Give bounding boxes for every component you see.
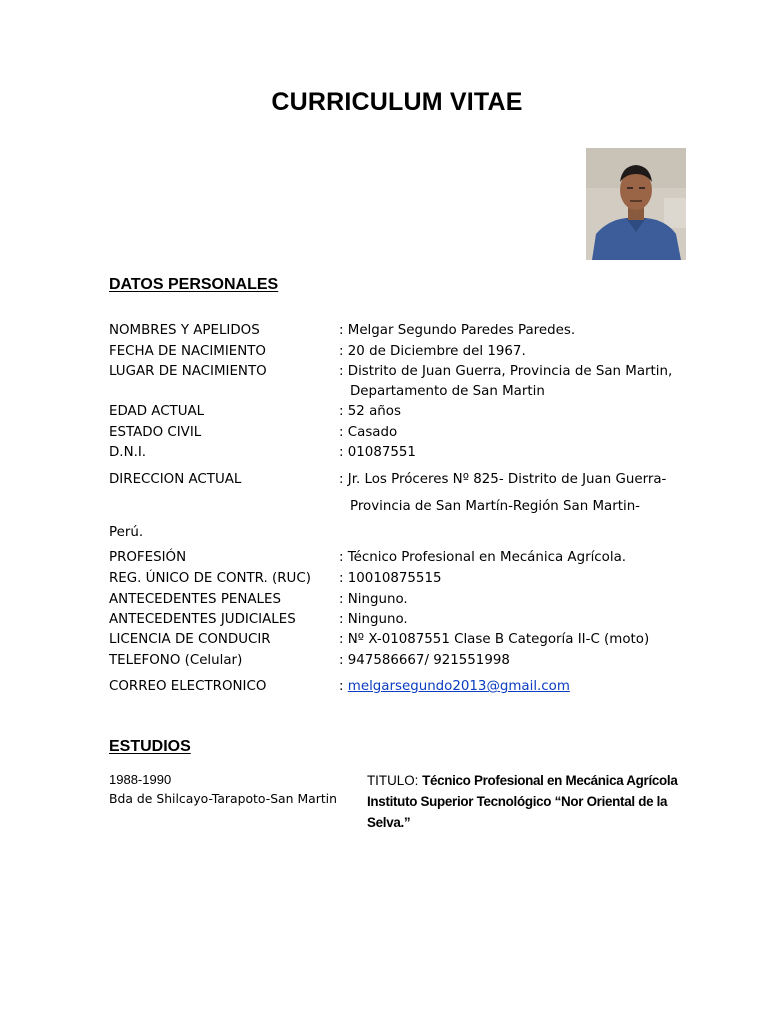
- study-title-value: Técnico Profesional en Mecánica Agrícola: [422, 773, 678, 788]
- field-value: : Ninguno.: [339, 612, 408, 627]
- field-value: : 01087551: [339, 445, 416, 460]
- field-label: LICENCIA DE CONDUCIR: [109, 632, 271, 647]
- field-value: : 52 años: [339, 404, 401, 419]
- study-institution: Instituto Superior Tecnológico “Nor Oriental de la Selva.”: [367, 794, 668, 830]
- field-label: D.N.I.: [109, 445, 147, 460]
- field-label: DIRECCION ACTUAL: [109, 472, 242, 487]
- study-years: 1988-1990: [109, 772, 172, 787]
- field-value: : Ninguno.: [339, 592, 408, 607]
- field-label: ESTADO CIVIL: [109, 425, 202, 440]
- email-prefix: :: [339, 679, 348, 694]
- email-link[interactable]: melgarsegundo2013@gmail.com: [347, 679, 570, 694]
- field-value: : 947586667/ 921551998: [339, 653, 510, 668]
- field-label: ANTECEDENTES JUDICIALES: [109, 612, 296, 627]
- study-place: Bda de Shilcayo-Tarapoto-San Martin: [109, 791, 337, 806]
- field-value: : Melgar Segundo Paredes Paredes.: [339, 323, 576, 338]
- field-label: PROFESIÓN: [109, 550, 187, 565]
- field-value: : Distrito de Juan Guerra, Provincia de San Martin,: [339, 364, 673, 379]
- field-label: LUGAR DE NACIMIENTO: [109, 364, 267, 379]
- study-title-label: TITULO:: [367, 773, 423, 788]
- field-value: : Nº X-01087551 Clase B Categoría II-C (moto): [339, 632, 650, 647]
- field-value: : 10010875515: [339, 571, 442, 586]
- field-value: : Jr. Los Próceres Nº 825- Distrito de Juan Guerra-: [339, 472, 667, 487]
- field-value: : Técnico Profesional en Mecánica Agrícola.: [339, 550, 627, 565]
- field-label: REG. ÚNICO DE CONTR. (RUC): [109, 571, 311, 586]
- field-label: CORREO ELECTRONICO: [109, 679, 267, 694]
- field-label: ANTECEDENTES PENALES: [109, 592, 281, 607]
- study-period: [109, 772, 337, 806]
- document-title: CURRICULUM VITAE: [271, 88, 523, 116]
- field-label: NOMBRES Y APELIDOS: [109, 323, 260, 338]
- field-value: [339, 679, 570, 694]
- field-label: EDAD ACTUAL: [109, 404, 205, 419]
- field-value: : Casado: [339, 425, 398, 440]
- profile-photo: [586, 148, 686, 260]
- field-value-continuation: Provincia de San Martín-Región San Martin-: [350, 499, 641, 514]
- field-label: TELEFONO (Celular): [109, 653, 243, 668]
- studies-heading: ESTUDIOS: [109, 738, 191, 755]
- field-label: FECHA DE NACIMIENTO: [109, 344, 266, 359]
- field-value: : 20 de Diciembre del 1967.: [339, 344, 526, 359]
- personal-data-heading: DATOS PERSONALES: [109, 276, 279, 293]
- profile-photo-image: [586, 148, 686, 260]
- study-details: [367, 770, 687, 833]
- field-value-continuation: Perú.: [109, 525, 144, 540]
- field-value-continuation: Departamento de San Martin: [350, 384, 545, 399]
